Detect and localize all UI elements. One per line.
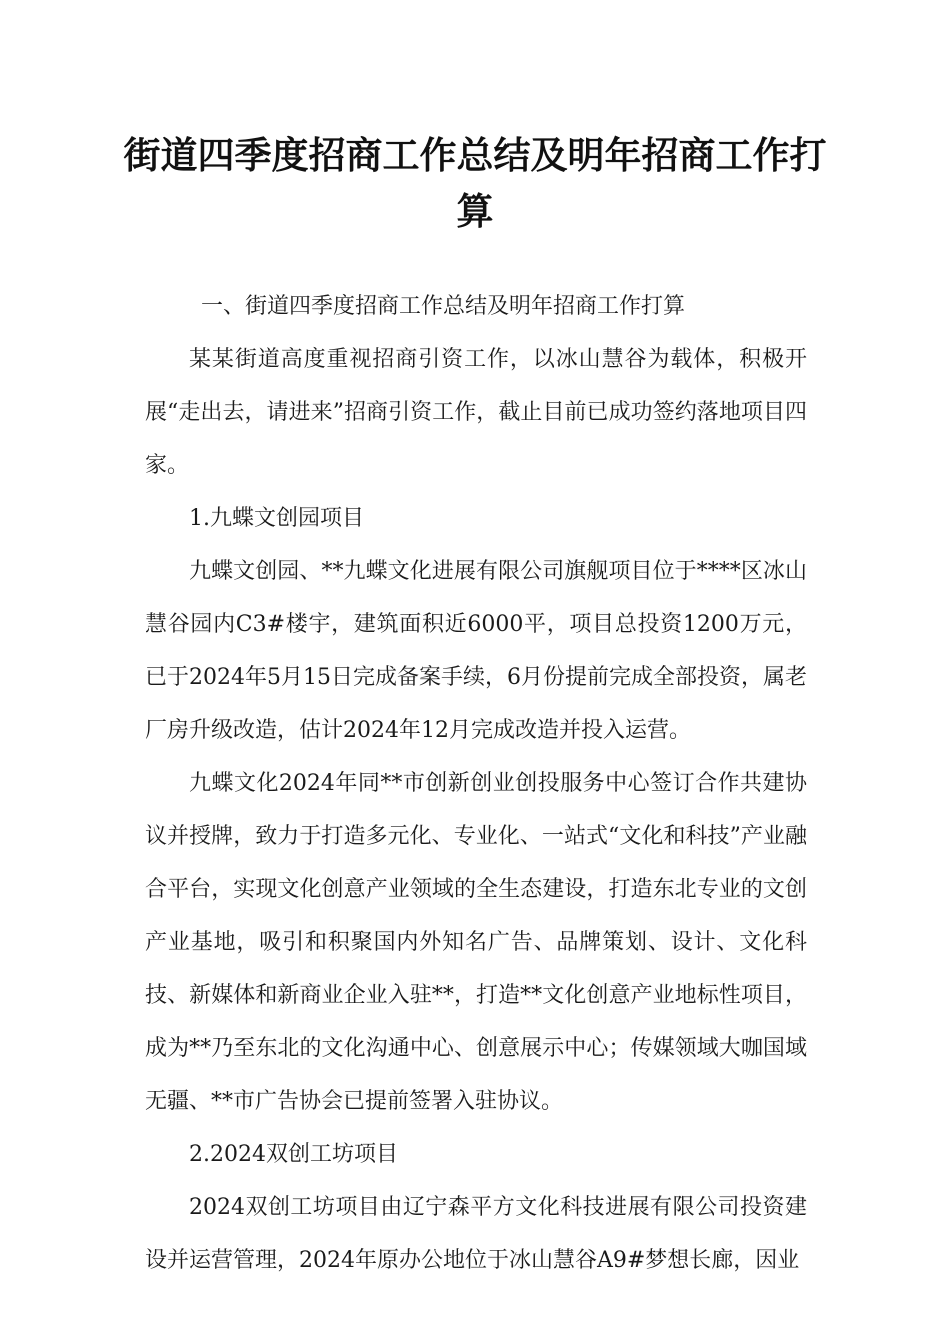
document-title: 街道四季度招商工作总结及明年招商工作打算 <box>123 134 827 233</box>
subheading-project-2: 2.2024双创工坊项目 <box>189 1142 398 1167</box>
paragraph-project-1-cooperation: 九蝶文化2024年同**市创新创业创投服务中心签订合作共建协议并授牌，致力于打造多元化、专业化、一站式“文化和科技”产业融合平台，实现文化创意产业领域的全生态建设，打造东北专业的文创产业基地，吸引和积聚国内外知名广告、品牌策划、设计、文化科技、新媒体和新商业企业入驻**，打造**文化创意产业地标性项目，成为**乃至东北的文化沟通中心、创意展示中心；传媒领域大咖国域无疆、**市广告协会已提前签署入驻协议。 <box>145 771 807 1114</box>
paragraph-project-2-details: 2024双创工坊项目由辽宁森平方文化科技进展有限公司投资建设并运营管理，2024年原办公地位于冰山慧谷A9#梦想长廊，因业 <box>145 1195 807 1273</box>
document-body <box>145 280 807 1287</box>
subheading-project-1: 1.九蝶文创园项目 <box>189 506 364 531</box>
paragraph-intro: 某某街道高度重视招商引资工作，以冰山慧谷为载体，积极开展“走出去，请进来”招商引资工作，截止目前已成功签约落地项目四家。 <box>145 347 807 478</box>
section-heading: 一、街道四季度招商工作总结及明年招商工作打算 <box>201 294 686 319</box>
paragraph-project-1-details: 九蝶文创园、**九蝶文化进展有限公司旗舰项目位于****区冰山慧谷园内C3#楼宇，建筑面积近6000平，项目总投资1200万元，已于2024年5月15日完成备案手续，6月份提前完成全部投资，属老厂房升级改造，估计2024年12月完成改造并投入运营。 <box>145 559 807 743</box>
